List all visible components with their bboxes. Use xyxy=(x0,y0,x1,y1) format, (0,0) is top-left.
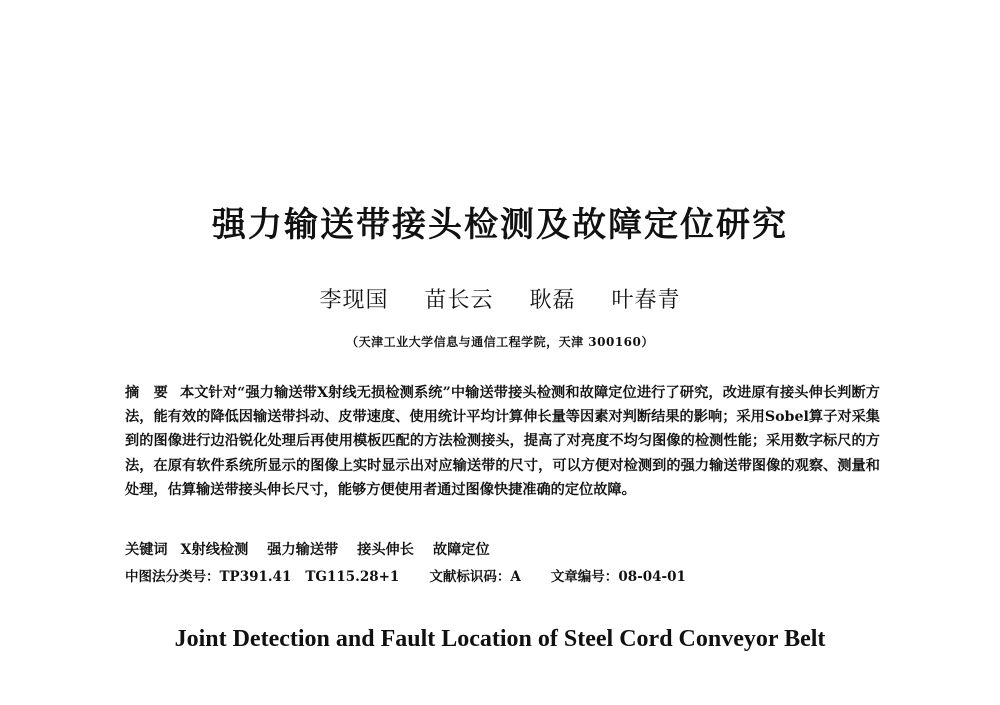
author-name: 耿磊 xyxy=(529,288,576,313)
doc-code-label: 文献标识码： xyxy=(429,569,511,585)
article-no-value: 08-04-01 xyxy=(618,569,686,585)
paper-title-cn: 强力输送带接头检测及故障定位研究 xyxy=(212,205,788,245)
keyword: 强力输送带 xyxy=(267,542,339,558)
abstract-block xyxy=(125,381,880,502)
author-affiliation: （天津工业大学信息与通信工程学院，天津 300160） xyxy=(346,335,654,349)
clc-label: 中图法分类号： xyxy=(125,569,220,585)
keyword: 接头伸长 xyxy=(357,542,414,558)
abstract-label: 摘 要 xyxy=(125,385,168,401)
article-no-label: 文章编号： xyxy=(550,569,619,585)
keyword: X射线检测 xyxy=(180,542,249,558)
clc-value: TP391.41 xyxy=(219,569,292,585)
keywords-line xyxy=(125,539,504,559)
classification-line xyxy=(125,565,686,585)
clc-value: TG115.28+1 xyxy=(305,569,400,585)
doc-code-value: A xyxy=(510,569,521,585)
keywords-label: 关键词 xyxy=(125,542,168,558)
author-name: 苗长云 xyxy=(424,288,494,313)
author-list xyxy=(0,283,1000,314)
abstract-text: 本文针对“强力输送带X射线无损检测系统”中输送带接头检测和故障定位进行了研究，改进原有接头伸长判断方法，能有效的降低因输送带抖动、皮带速度、使用统计平均计算伸长量等因素对判断结果的影响；采用Sobel算子对采集到的图像进行边沿锐化处理后再使用模板匹配的方法检测接头，提高了对亮度不均匀图像的检测性能；采用数字标尺的方法，在原有软件系统所显示的图像上实时显示出对应输送带的尺寸，可以方便对检测到的强力输送带图像的观察、测量和处理，估算输送带接头伸长尺寸，能够方便使用者通过图像快捷准确的定位故障。 xyxy=(125,385,880,498)
keyword: 故障定位 xyxy=(432,542,490,558)
author-name: 李现国 xyxy=(319,288,389,313)
author-name: 叶春青 xyxy=(611,288,681,313)
paper-title-en: Joint Detection and Fault Location of Steel Cord Conveyor Belt xyxy=(174,626,826,652)
